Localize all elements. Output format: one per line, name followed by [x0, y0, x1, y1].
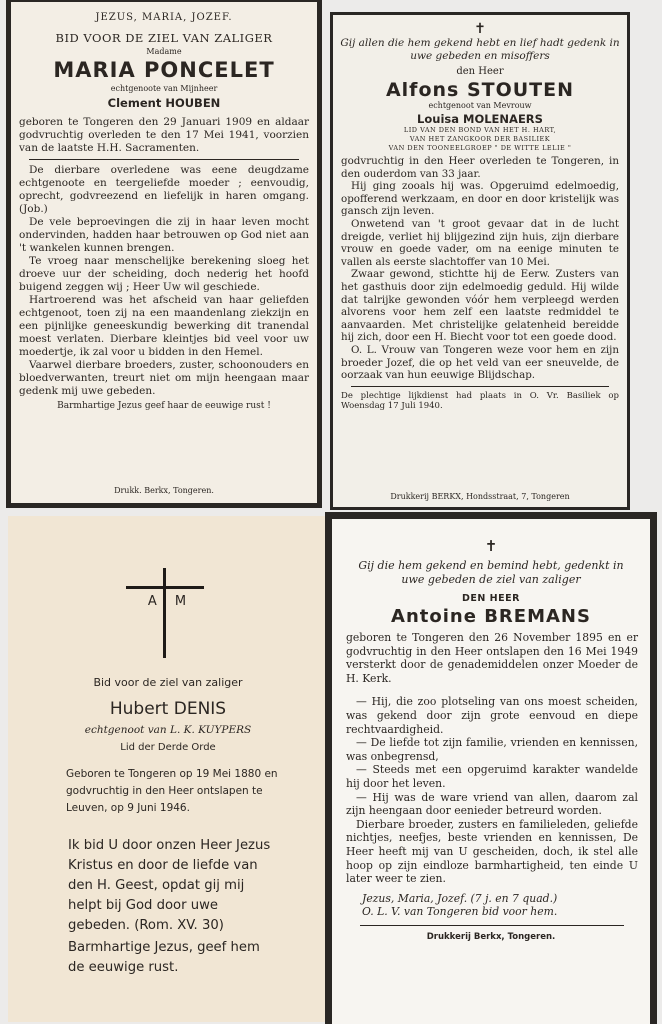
deceased-name: Hubert DENIS — [109, 699, 227, 719]
title: DEN HEER — [462, 593, 520, 604]
membership: VAN DEN TOONEELGROEP " DE WITTE LELIE " — [388, 144, 572, 152]
intro: Gij die hem gekend en bemind hebt, gedenkt in uwe gebeden de ziel van zaliger — [358, 559, 624, 586]
paragraph: Hij ging zooals hij was. Opgeruimd edelmoedig, opofferend werkzaam, en door en door kristelijk was gansch zijn leven. — [341, 180, 619, 218]
cross-bar — [126, 586, 204, 589]
title: Madame — [146, 47, 182, 56]
divider — [360, 925, 624, 926]
spouse: echtgenoot van L. K. KUYPERS — [84, 724, 252, 736]
cross-icon — [163, 568, 166, 658]
memberships — [333, 126, 627, 153]
paragraph: Te vroeg naar menschelijke berekening sloeg het droeve uur der scheiding, doch nederig het hoofd buigend zeggen wij ; Heer Uw wil geschiede. — [19, 255, 309, 293]
death-text: godvruchtig in den Heer overleden te Tongeren, in den ouderdom van 33 jaar. — [341, 155, 619, 180]
birth-text: geboren te Tongeren den 26 November 1895 en er godvruchtig in den Heer ontslapen den 16 Mei 1949 versterkt door de genademiddelen onzer Moeder de H. Kerk. — [346, 631, 638, 685]
deceased-name: Antoine BREMANS — [391, 606, 591, 627]
memorial-card-maria-poncelet — [6, 0, 322, 508]
paragraph: — De liefde tot zijn familie, vrienden en kennissen, was onbegrensd, — [346, 736, 638, 763]
intro: Gij allen die hem gekend hebt en lief hadt gedenk in uwe gebeden en misoffers — [340, 37, 620, 62]
printer: Drukkerij Berkx, Tongeren. — [426, 931, 556, 942]
spouse-name: Louisa MOLENAERS — [417, 112, 543, 126]
cross-letters: A M — [147, 594, 187, 609]
closing-prayer: Barmhartige Jezus geef haar de eeuwige rust ! — [57, 401, 271, 411]
heading: Bid voor de ziel van zaliger — [93, 676, 243, 689]
title: den Heer — [456, 66, 504, 77]
order: Lid der Derde Orde — [120, 742, 216, 753]
cross-icon: ✝ — [474, 21, 486, 37]
paragraph: Onwetend van 't groot gevaar dat in de lucht dreigde, verliet hij blijgezind zijn huis, zijn dierbare vrouw en goede vader, om na eenige minuten te vallen als eerste slachtoffer van 10 Mei. — [341, 217, 619, 268]
paragraph: Dierbare broeder, zusters en familieleden, geliefde nichtjes, neefjes, beste vrienden en kennissen, De Heer heeft mij van U gescheiden, doch, ik stel alle hoop op zijn eindloze barmhartigheid, ten einde U later weer te zien. — [346, 817, 638, 886]
spouse-intro: echtgenoot van Mevrouw — [428, 101, 532, 110]
paragraph: Hartroerend was het afscheid van haar geliefden echtgenoot, toen zij na een maandenlang ziekzijn en een pijnlijke geneeskundig bewerking dit tranendal moest verlaten. Dierbare kleintjes bid veel voor uw moedertje, ik zal voor u bidden in den Hemel. — [19, 294, 309, 358]
spouse-name: Clement HOUBEN — [107, 96, 221, 110]
invocation: JEZUS, MARIA, JOZEF. — [95, 12, 233, 23]
memorial-card-alfons-stouten — [330, 12, 630, 510]
paragraph: Zwaar gewond, stichtte hij de Eerw. Zusters van het gasthuis door zijn edelmoedig geduld. Hij wilde dat talrijke gewonden vóór hem verpleegd werden alvorens voor hem zelf een laatste redmiddel te aanvaarden. Met christelijke gelatenheid bereidde hij zich, door een H. Biecht voor tot een goede dood. — [341, 268, 619, 344]
paragraph: — Steeds met een opgeruimd karakter wandelde hij door het leven. — [346, 763, 638, 790]
paragraph: — Hij was de ware vriend van allen, daarom zal zijn heengaan door eenieder betreurd worden. — [346, 790, 638, 818]
paragraph: — Hij, die zoo plotseling van ons moest scheiden, was gekend door zijn grote eenvoud en diepe rechtvaardigheid. — [346, 695, 638, 736]
printer: Drukkerij BERKX, Hondsstraat, 7, Tongeren — [390, 492, 570, 501]
deceased-name: Alfons STOUTEN — [385, 79, 575, 101]
olv-prayer: O. L. V. van Tongeren bid voor hem. — [362, 905, 558, 919]
paragraph: O. L. Vrouw van Tongeren weze voor hem en zijn broeder Jozef, die op het veld van eer sneuvelde, de oorzaak van hun eeuwige Blijdschap. — [341, 343, 619, 382]
service-text: De plechtige lijkdienst had plaats in O. Vr. Basiliek op Woensdag 17 Juli 1940. — [341, 390, 619, 411]
memorial-card-hubert-denis — [8, 516, 328, 1022]
spouse-intro: echtgenoote van Mijnheer — [110, 84, 218, 93]
divider — [29, 159, 299, 160]
membership: VAN HET ZANGKOOR DER BASILIEK — [409, 135, 551, 143]
birth-text: Geboren te Tongeren op 19 Mei 1880 en godvruchtig in den Heer ontslapen te Leuven, op 9 Juni 1946. — [66, 768, 278, 814]
closing-prayer: Barmhartige Jezus, geef hem de eeuwige rust. — [68, 940, 260, 975]
printer: Drukk. Berkx, Tongeren. — [114, 486, 214, 495]
heading: BID VOOR DE ZIEL VAN ZALIGER — [55, 31, 273, 45]
divider — [351, 386, 609, 387]
prayer: Ik bid U door onzen Heer Jezus Kristus en door de liefde van den H. Geest, opdat gij mij helpt bij God door uwe gebeden. (Rom. XV. 30) — [68, 838, 271, 933]
paragraph: Vaarwel dierbare broeders, zuster, schoonouders en bloedverwanten, treurt niet om mijn heengaan maar gedenk mij uwe gebeden. — [19, 359, 309, 397]
membership: LID VAN DEN BOND VAN HET H. HART, — [403, 126, 557, 134]
invocation: Jezus, Maria, Jozef. (7 j. en 7 quad.) — [362, 891, 558, 905]
cross-icon: ✝ — [484, 537, 498, 555]
deceased-name: MARIA PONCELET — [53, 58, 275, 82]
birth-text: geboren te Tongeren den 29 Januari 1909 en aldaar godvruchtig overleden te den 17 Mei 1941, voorzien van de laatste H.H. Sacramenten. — [19, 116, 309, 154]
paragraph: De dierbare overledene was eene deugdzame echtgenoote en teergeliefde moeder ; eenvoudig, oprecht, godvreezend en liefelijk in haren omgang. (Job.) — [19, 164, 309, 215]
memorial-card-antoine-bremans — [325, 512, 657, 1024]
paragraph: De vele beproevingen die zij in haar leven mocht ondervinden, hadden haar betrouwen op God niet aan 't wankelen kunnen brengen. — [19, 216, 309, 254]
